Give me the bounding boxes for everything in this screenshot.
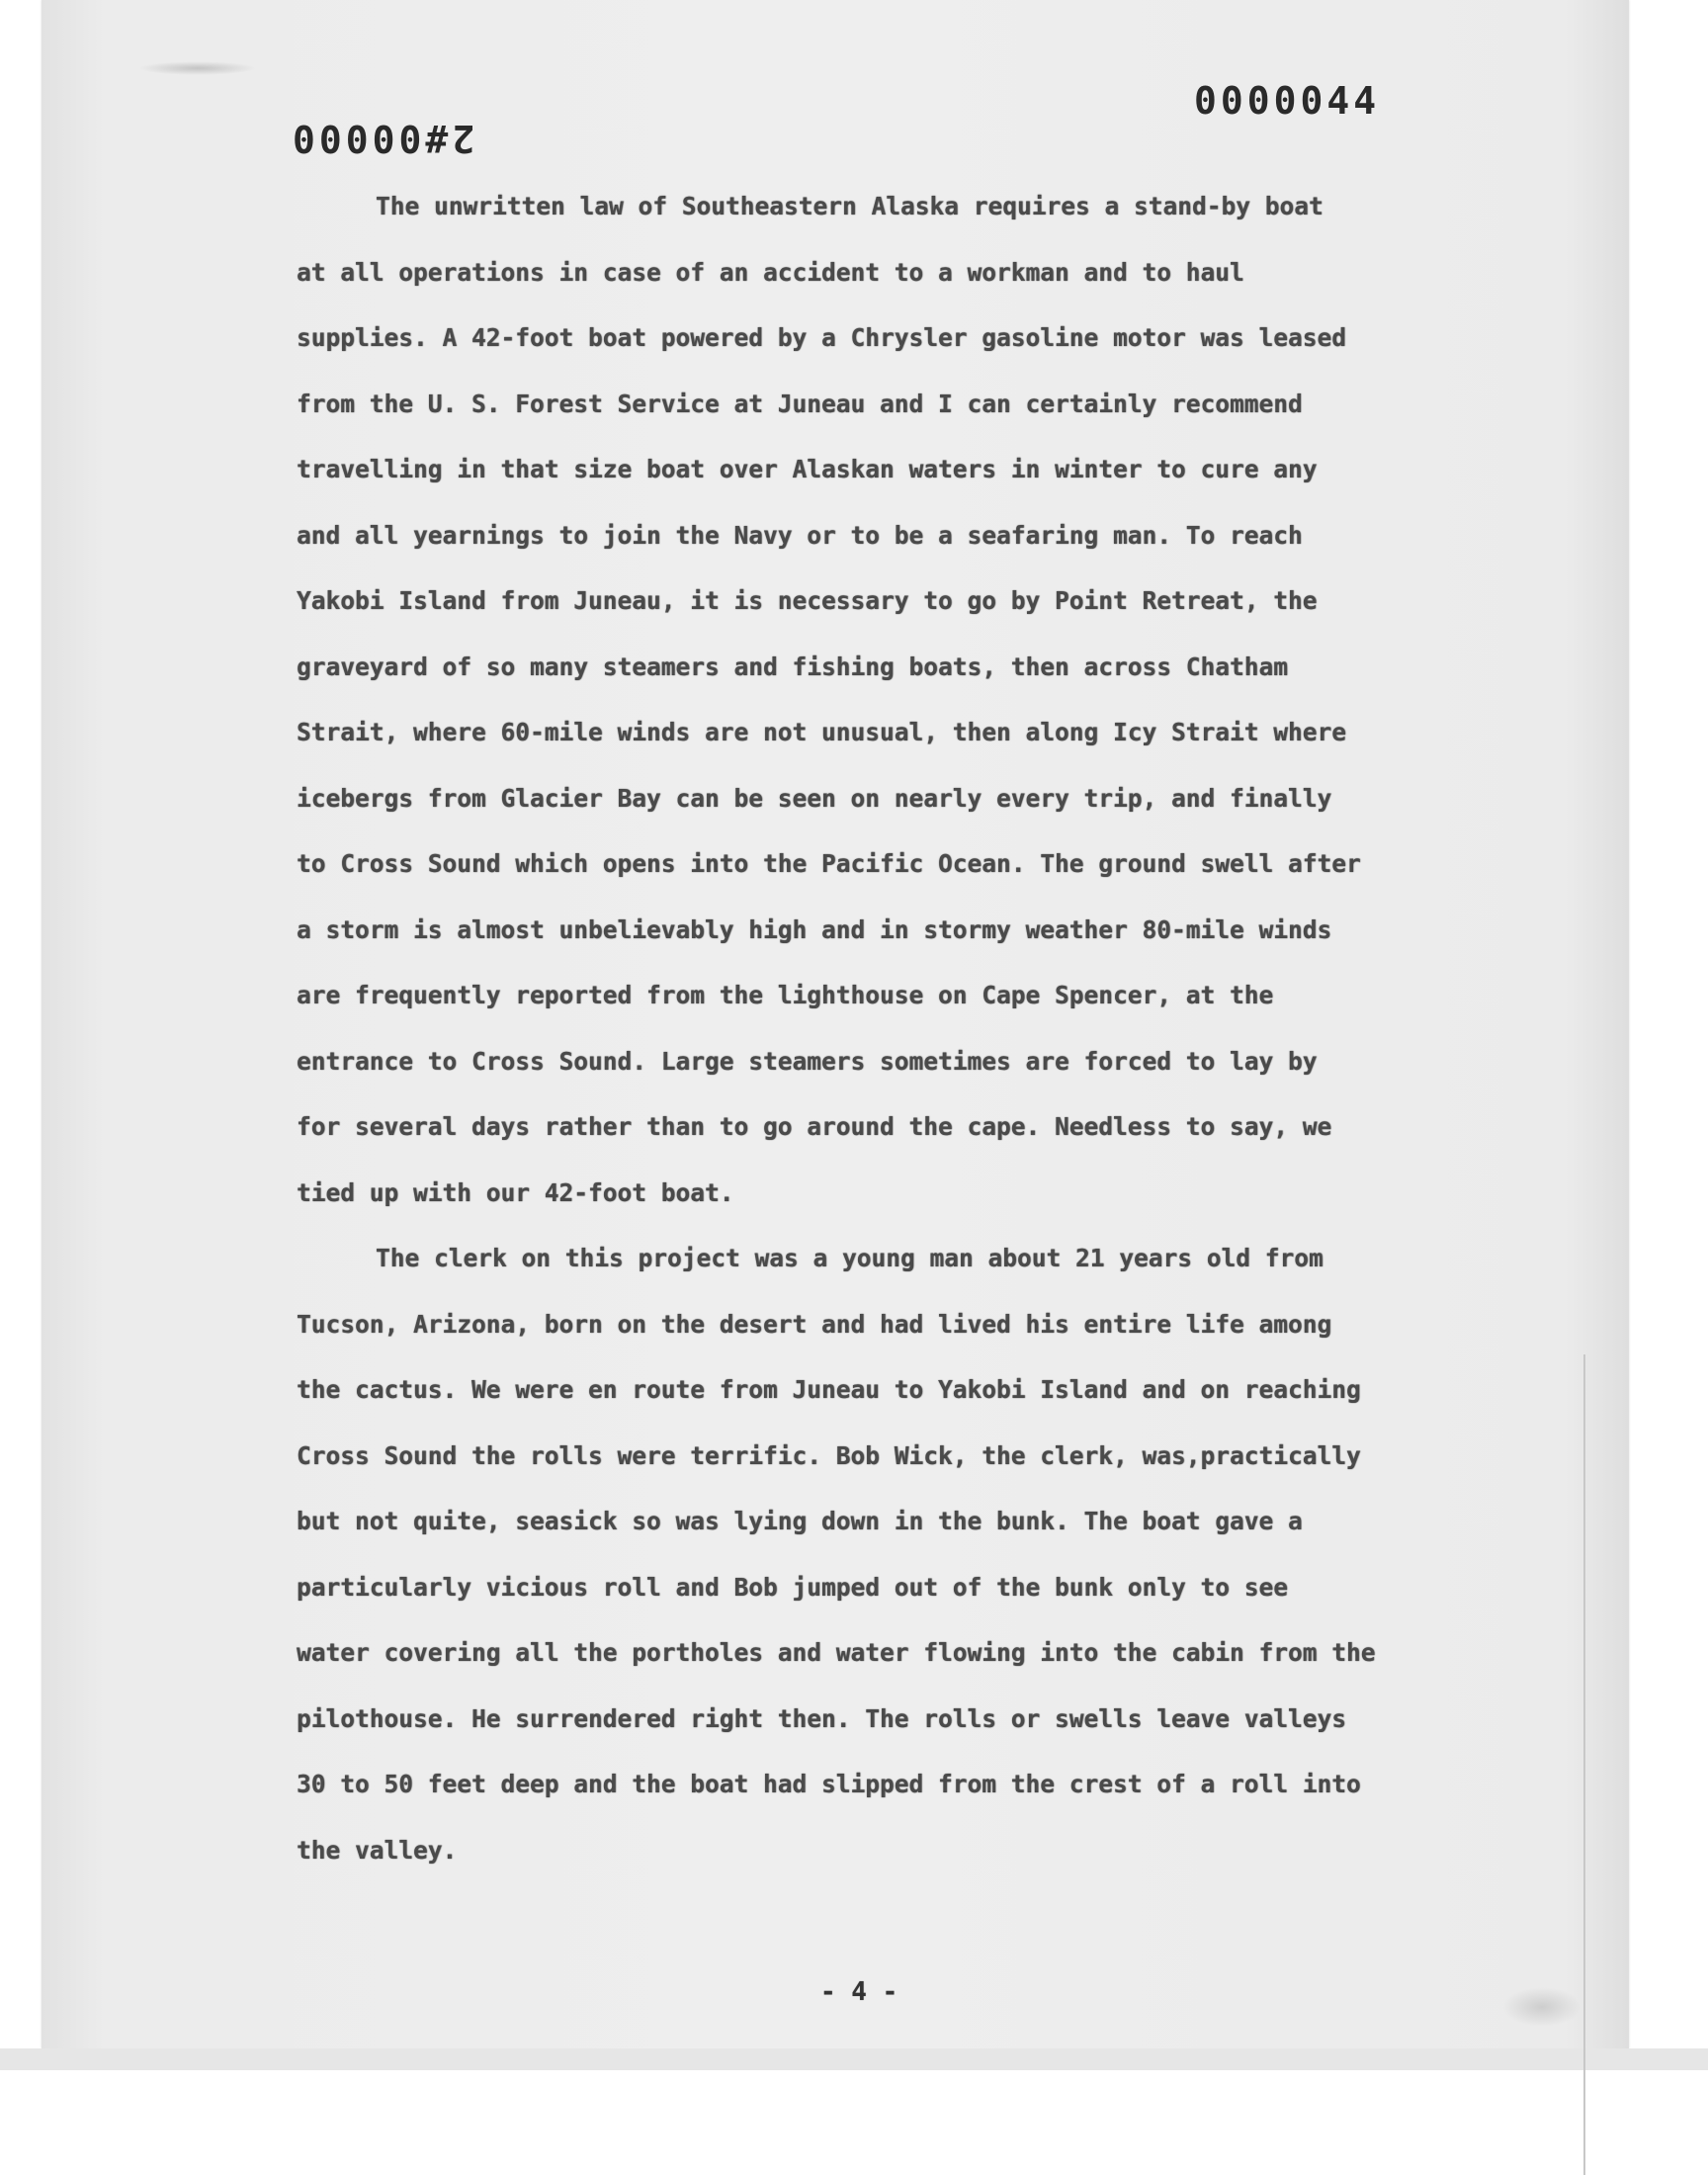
text-line: at all operations in case of an accident to a workman and to haul: [297, 257, 1244, 287]
text-line: for several days rather than to go around the cape. Needless to say, we: [297, 1112, 1332, 1141]
scan-edge-line: [1583, 1354, 1585, 2175]
scan-smudge-bottom: [1502, 1987, 1581, 2027]
text-line: a storm is almost unbelievably high and in stormy weather 80-mile winds: [297, 914, 1332, 944]
inverted-stamp-text: 2#00000: [289, 117, 475, 160]
text-line: Tucson, Arizona, born on the desert and had lived his entire life among: [297, 1309, 1332, 1339]
text-line: from the U. S. Forest Service at Juneau and I can certainly recommend: [297, 389, 1303, 418]
text-line: tied up with our 42-foot boat.: [297, 1177, 734, 1207]
text-line: graveyard of so many steamers and fishing boats, then across Chatham: [297, 652, 1289, 681]
text-line: supplies. A 42-foot boat powered by a Chrysler gasoline motor was leased: [297, 323, 1347, 352]
text-line: the valley.: [297, 1835, 458, 1865]
text-line: travelling in that size boat over Alaskan waters in winter to cure any: [297, 455, 1318, 483]
text-line: Yakobi Island from Juneau, it is necessary to go by Point Retreat, the: [297, 586, 1318, 615]
text-line: Strait, where 60-mile winds are not unusual, then along Icy Strait where: [297, 718, 1347, 746]
document-body: [297, 174, 1522, 1883]
document-number-stamp: 0000044: [1194, 79, 1381, 123]
text-line: The unwritten law of Southeastern Alaska requires a stand-by boat: [376, 192, 1324, 220]
scan-smudge: [138, 61, 257, 75]
text-line: pilothouse. He surrendered right then. The rolls or swells leave valleys: [297, 1703, 1347, 1733]
text-line: the cactus. We were en route from Juneau to Yakobi Island and on reaching: [297, 1375, 1361, 1404]
paragraph-2: [297, 1226, 1522, 1883]
text-line: entrance to Cross Sound. Large steamers sometimes are forced to lay by: [297, 1046, 1318, 1076]
text-line: are frequently reported from the lighthouse on Cape Spencer, at the: [297, 981, 1274, 1009]
text-line: water covering all the portholes and water flowing into the cabin from the: [297, 1638, 1376, 1667]
text-line: to Cross Sound which opens into the Pacific Ocean. The ground swell after: [297, 849, 1361, 878]
paragraph-1: [297, 174, 1522, 1226]
text-line: but not quite, seasick so was lying down in the bunk. The boat gave a: [297, 1507, 1303, 1535]
text-line: particularly vicious roll and Bob jumped out of the bunk only to see: [297, 1572, 1289, 1602]
text-line: 30 to 50 feet deep and the boat had slipped from the crest of a roll into: [297, 1770, 1361, 1798]
page-number: - 4 -: [820, 1977, 898, 2007]
text-line: and all yearnings to join the Navy or to be a seafaring man. To reach: [297, 520, 1303, 550]
document-number-stamp-inverted: [289, 117, 474, 160]
text-line: Cross Sound the rolls were terrific. Bob Wick, the clerk, was,practically: [297, 1440, 1361, 1470]
text-line: The clerk on this project was a young man about 21 years old from: [376, 1244, 1324, 1272]
scan-bottom-edge: [0, 2048, 1708, 2070]
text-line: icebergs from Glacier Bay can be seen on nearly every trip, and finally: [297, 783, 1332, 813]
